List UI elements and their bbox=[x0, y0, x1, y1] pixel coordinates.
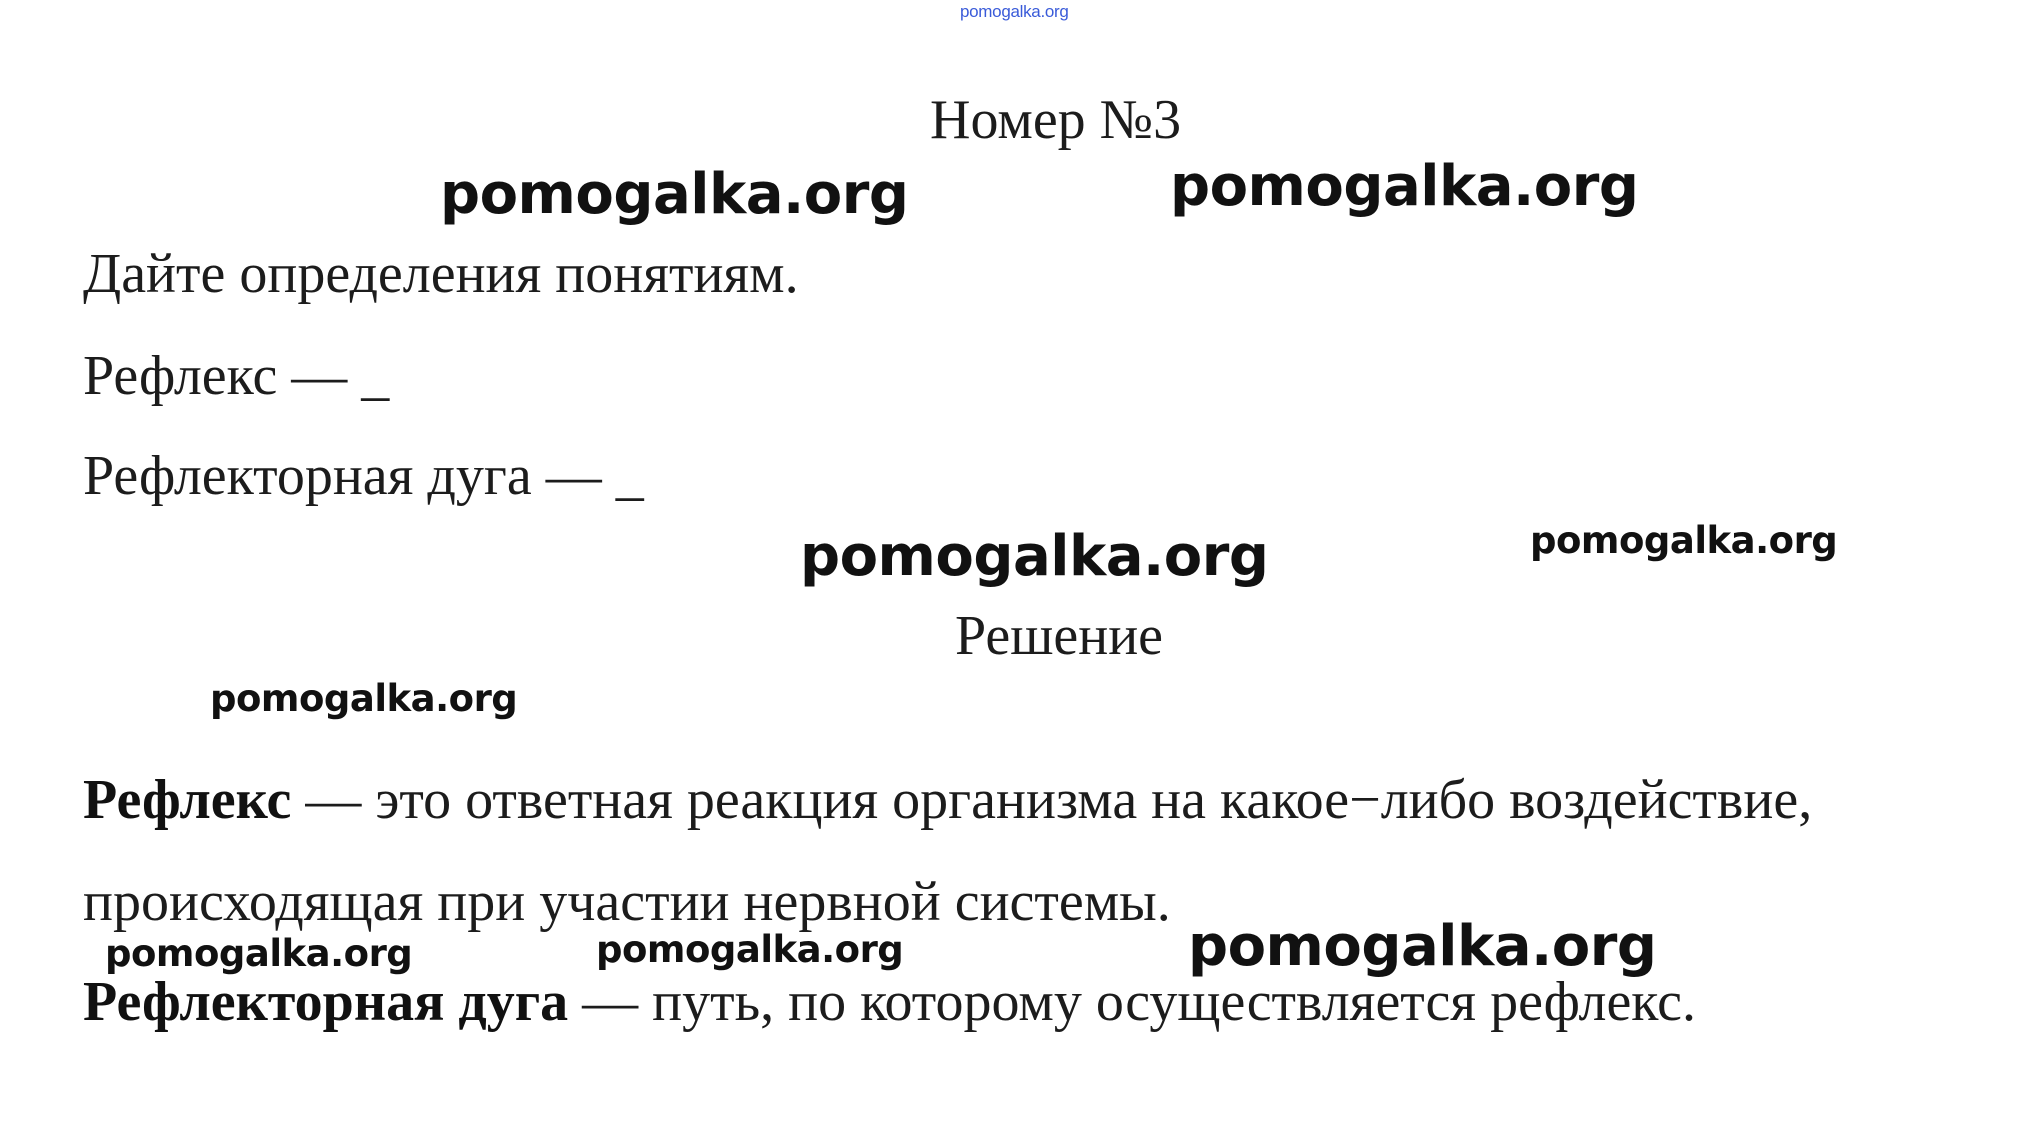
task-prompt: Дайте определения понятиям. bbox=[83, 243, 799, 305]
term-reflex-arc: Рефлекторная дуга bbox=[83, 971, 569, 1033]
task-item-reflex-arc: Рефлекторная дуга — _ bbox=[83, 445, 644, 507]
watermark: pomogalka.org bbox=[1188, 914, 1657, 979]
definition-reflex-text: — это ответная реакция организма на какое−либо воздействие, bbox=[291, 769, 1813, 831]
task-item-reflex: Рефлекс — _ bbox=[83, 345, 390, 407]
watermark: pomogalka.org bbox=[1530, 519, 1838, 562]
watermark: pomogalka.org bbox=[800, 524, 1269, 589]
definition-reflex-line2: происходящая при участии нервной системы. bbox=[83, 871, 1171, 933]
definition-reflex-arc-text: — путь, по которому осуществляется рефлекс. bbox=[568, 971, 1696, 1033]
site-link[interactable]: pomogalka.org bbox=[960, 2, 1069, 21]
term-reflex: Рефлекс bbox=[83, 769, 292, 831]
watermark: pomogalka.org bbox=[105, 932, 413, 975]
watermark: pomogalka.org bbox=[440, 162, 909, 227]
watermark: pomogalka.org bbox=[1170, 154, 1639, 219]
task-title: Номер №3 bbox=[930, 89, 1182, 151]
definition-reflex-line1 bbox=[83, 768, 1812, 832]
watermark: pomogalka.org bbox=[210, 677, 518, 720]
solution-heading: Решение bbox=[955, 605, 1164, 667]
watermark: pomogalka.org bbox=[596, 928, 904, 971]
definition-reflex-arc bbox=[83, 970, 1696, 1034]
